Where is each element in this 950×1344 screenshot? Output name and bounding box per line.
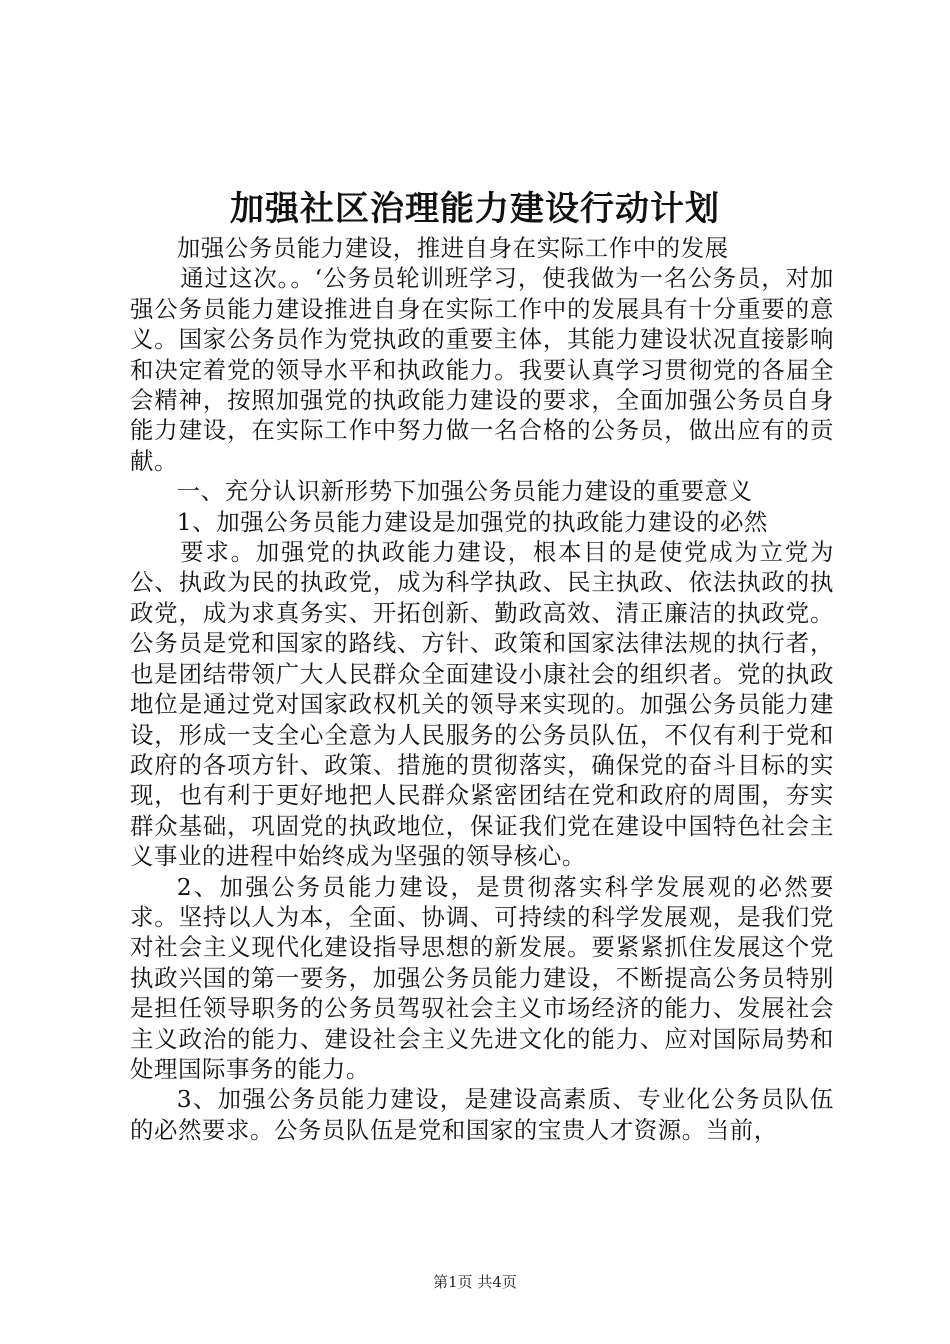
subsection-heading: 1、加强公务员能力建设是加强党的执政能力建设的必然 <box>176 507 769 536</box>
document-body <box>130 233 834 1145</box>
section-heading: 一、充分认识新形势下加强公务员能力建设的重要意义 <box>176 477 753 506</box>
body-paragraph: 通过这次。。‘公务员轮训班学习，使我做为一名公务员，对加强公务员能力建设推进自身在实际工作中的发展具有十分重要的意义。国家公务员作为党执政的重要主体，其能力建设状况直接影响和决定着党的领导水平和执政能力。我要认真学习贯彻党的各届全会精神，按照加强党的执政能力建设的要求，全面加强公务员自身能力建设，在实际工作中努力做一名合格的公务员，做出应有的贡献。 <box>130 264 834 475</box>
body-paragraph: 3、加强公务员能力建设，是建设高素质、专业化公务员队伍的必然要求。公务员队伍是党和国家的宝贵人才资源。当前， <box>130 1085 834 1144</box>
body-paragraph: 要求。加强党的执政能力建设，根本目的是使党成为立党为公、执政为民的执政党，成为科学执政、民主执政、依法执政的执政党，成为求真务实、开拓创新、勤政高效、清正廉洁的执政党。公务员是党和国家的路线、方针、政策和国家法律法规的执行者，也是团结带领广大人民群众全面建设小康社会的组织者。党的执政地位是通过党对国家政权机关的领导来实现的。加强公务员能力建设，形成一支全心全意为人民服务的公务员队伍，不仅有利于党和政府的各项方针、政策、措施的贯彻落实，确保党的奋斗目标的实现，也有利于更好地把人民群众紧密团结在党和政府的周围，夯实群众基础，巩固党的执政地位，保证我们党在建设中国特色社会主义事业的进程中始终成为坚强的领导核心。 <box>130 538 834 871</box>
document-title: 加强社区治理能力建设行动计划 <box>230 189 720 229</box>
subtitle-paragraph: 加强公务员能力建设，推进自身在实际工作中的发展 <box>176 234 729 262</box>
page-number: 第1页 共4页 <box>433 1273 517 1291</box>
body-paragraph: 2、加强公务员能力建设，是贯彻落实科学发展观的必然要求。坚持以人为本，全面、协调、可持续的科学发展观，是我们党对社会主义现代化建设指导思想的新发展。要紧紧抓住发展这个党执政兴国的第一要务，加强公务员能力建设，不断提高公务员特别是担任领导职务的公务员驾驭社会主义市场经济的能力、发展社会主义政治的能力、建设社会主义先进文化的能力、应对国际局势和处理国际事务的能力。 <box>130 872 834 1083</box>
